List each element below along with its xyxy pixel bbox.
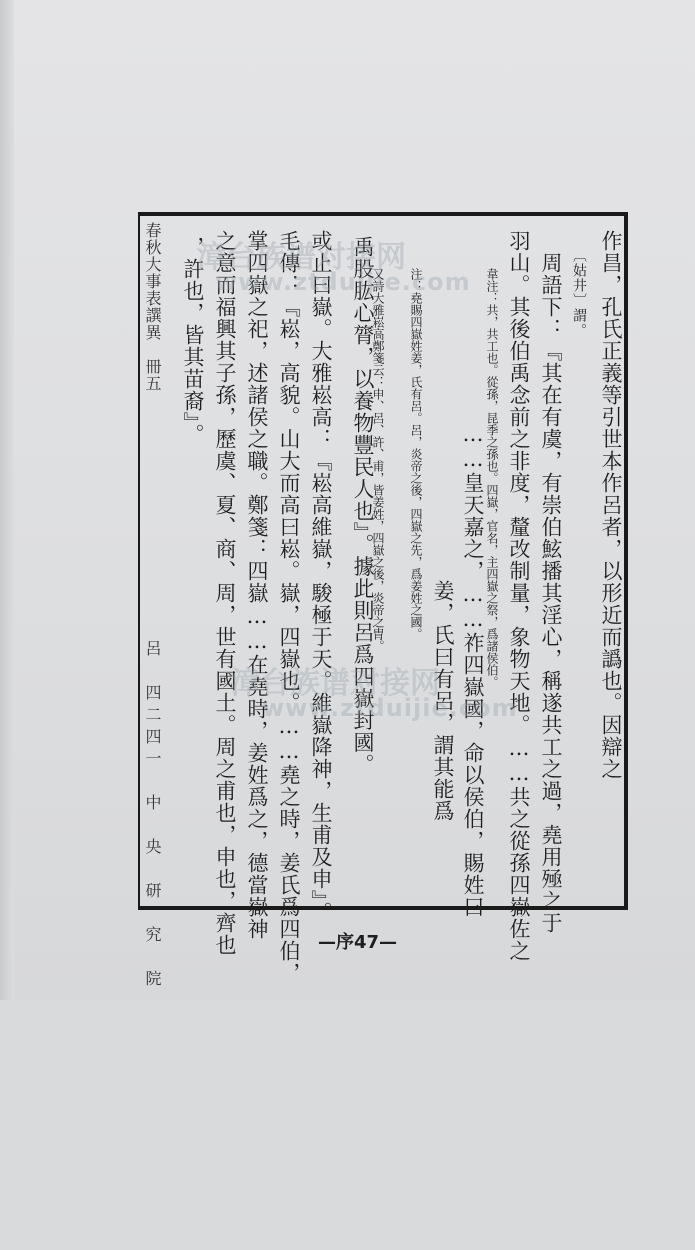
text-column-2: 〔姑井〕謂。 (571, 248, 587, 338)
text-column-11: 之意而福興其子孫，歷虞、夏、商、周，世有國土。周之甫也，申也，齊也 (213, 230, 237, 956)
running-title: 春秋大事表譔異 冊五 (143, 222, 162, 392)
watermark-text-top: 漳台族谱对接网 (196, 240, 406, 275)
page-number: —序47— (318, 932, 398, 953)
text-column-5: ……皇天嘉之，……祚四嶽國，命以侯伯，賜姓曰 (461, 400, 485, 918)
text-column-12: ，許也，皆其苗裔』。 (181, 236, 205, 446)
watermark-text-bottom: 漳台族谱对接网 (230, 666, 440, 701)
text-column-6: 姜，氏曰有呂，謂其能爲 (431, 580, 455, 822)
watermark-url-bottom: www.ztduijie.com (262, 694, 518, 722)
text-column-7: 禹股肱心膂，以養物豐民人也』。據此則呂爲四嶽封國。 (351, 236, 375, 776)
page-fold-shadow (0, 0, 14, 1000)
commentary-column-3: 又詩大雅崧高鄭箋云：申、呂、許、甫，皆姜姓，四嶽之後，炎帝之胄。 (371, 256, 385, 652)
text-column-8: 或止曰嶽。大雅崧高：『崧高維嶽，駿極于天。維嶽降神，生甫及申』。 (309, 230, 333, 924)
text-column-1: 作昌，孔氏正義等引世本作呂者，以形近而譌也。因辯之 (599, 230, 623, 780)
text-column-3: 周語下：『其在有虞，有崇伯鮌播其淫心，稱遂共工之過，堯用殛之于 (539, 230, 563, 934)
watermark-url-top: www.ztduijie.com (215, 268, 471, 296)
text-column-9: 毛傳：『崧，高貌。山大而高曰崧。嶽，四嶽也。……堯之時，姜氏爲四伯， (277, 230, 301, 984)
commentary-column-2: 注：堯賜四嶽姓姜，氏有呂。呂，炎帝之後，四嶽之先，爲姜姓之國。 (409, 256, 423, 640)
text-column-10: 掌四嶽之祀，述諸侯之職。鄭箋：四嶽……在堯時，姜姓爲之，德當嶽神 (245, 230, 269, 940)
publisher-imprint: 呂 四二四一 中 央 研 究 院 (143, 640, 162, 992)
text-column-4: 羽山。其後伯禹念前之非度，釐改制量，象物天地。……共之從孫四嶽佐之 (507, 230, 531, 962)
commentary-column-1: 韋注：共，共工也。從孫，昆季之孫也。四嶽，官名，主四嶽之祭，爲諸侯伯。 (485, 256, 499, 688)
